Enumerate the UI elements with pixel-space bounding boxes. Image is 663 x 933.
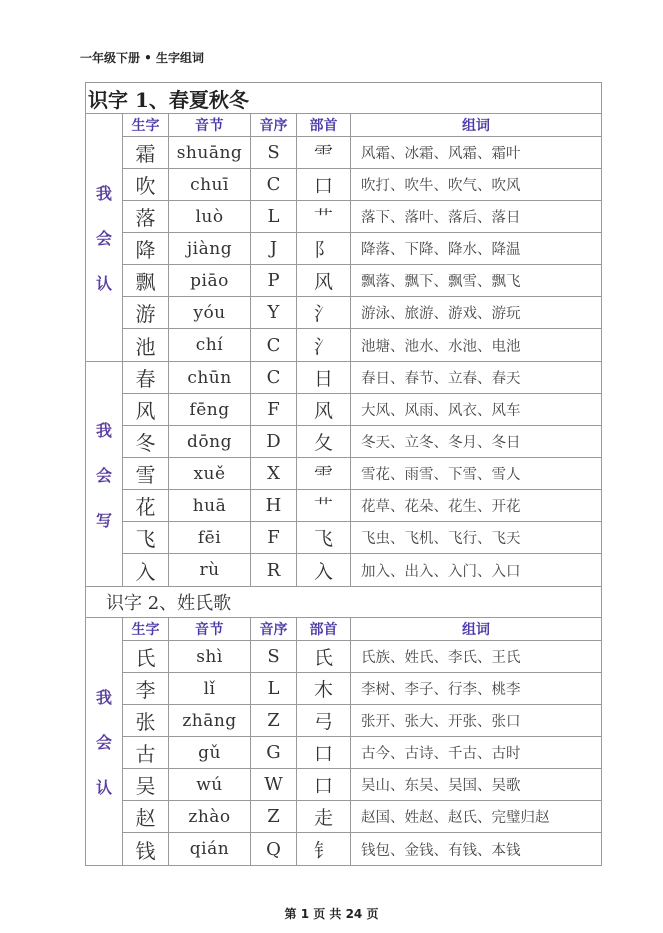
header-words: 组词 bbox=[462, 118, 490, 134]
words-cell: 春日、春节、立春、春天 bbox=[361, 371, 521, 387]
group-label-char: 我 bbox=[95, 688, 112, 707]
words-cell: 古今、古诗、千古、古时 bbox=[361, 746, 521, 762]
seq-cell: S bbox=[251, 137, 297, 168]
words-cell: 吹打、吹牛、吹气、吹风 bbox=[361, 178, 521, 194]
radical-cell: ⻗ bbox=[297, 137, 351, 168]
pinyin-cell: luò bbox=[169, 201, 251, 232]
pinyin-cell: shuāng bbox=[169, 137, 251, 168]
table-row bbox=[123, 801, 601, 833]
vocabulary-table bbox=[85, 82, 602, 866]
words-cell: 氏族、姓氏、李氏、王氏 bbox=[361, 650, 521, 666]
table-row bbox=[123, 769, 601, 801]
radical-cell: 氵 bbox=[297, 297, 351, 328]
table-row bbox=[123, 522, 601, 554]
seq-cell: W bbox=[251, 769, 297, 800]
char-cell: 霜 bbox=[123, 137, 169, 168]
pinyin-cell: lǐ bbox=[169, 673, 251, 704]
char-cell: 落 bbox=[123, 201, 169, 232]
table-row bbox=[123, 833, 601, 865]
words-cell: 降落、下降、降水、降温 bbox=[361, 242, 521, 258]
group-label bbox=[86, 362, 123, 586]
table-header-row bbox=[123, 618, 601, 641]
words-cell: 雪花、雨雪、下雪、雪人 bbox=[361, 467, 521, 483]
table-row bbox=[123, 233, 601, 265]
group-label bbox=[86, 618, 123, 865]
table-row bbox=[123, 329, 601, 361]
radical-cell: 艹 bbox=[297, 201, 351, 232]
table-row bbox=[123, 554, 601, 586]
char-cell: 氏 bbox=[123, 641, 169, 672]
char-cell: 游 bbox=[123, 297, 169, 328]
table-row bbox=[123, 458, 601, 490]
seq-cell: S bbox=[251, 641, 297, 672]
char-cell: 风 bbox=[123, 394, 169, 425]
pinyin-cell: gǔ bbox=[169, 737, 251, 768]
pinyin-cell: dōng bbox=[169, 426, 251, 457]
pinyin-cell: fēng bbox=[169, 394, 251, 425]
words-cell: 池塘、池水、水池、电池 bbox=[361, 338, 521, 355]
group-label-char: 认 bbox=[95, 778, 112, 797]
seq-cell: C bbox=[251, 169, 297, 200]
char-cell: 雪 bbox=[123, 458, 169, 489]
pinyin-cell: zhào bbox=[169, 801, 251, 832]
words-cell: 钱包、金钱、有钱、本钱 bbox=[361, 842, 521, 859]
table-row bbox=[123, 737, 601, 769]
seq-cell: F bbox=[251, 522, 297, 553]
words-cell: 风霜、冰霜、风霜、霜叶 bbox=[361, 146, 521, 162]
seq-cell: Y bbox=[251, 297, 297, 328]
words-cell: 冬天、立冬、冬月、冬日 bbox=[361, 435, 521, 451]
group-label-char: 认 bbox=[95, 274, 112, 293]
radical-cell: 弓 bbox=[297, 705, 351, 736]
table-row bbox=[123, 705, 601, 737]
group-label-char: 会 bbox=[95, 465, 112, 485]
words-cell: 大风、风雨、风衣、风车 bbox=[361, 403, 521, 419]
seq-cell: Z bbox=[251, 705, 297, 736]
char-cell: 花 bbox=[123, 490, 169, 521]
table-row bbox=[123, 201, 601, 233]
seq-cell: D bbox=[251, 426, 297, 457]
words-cell: 李树、李子、行李、桃李 bbox=[361, 682, 521, 698]
words-cell: 吴山、东吴、吴国、吴歌 bbox=[361, 778, 521, 794]
radical-cell: 口 bbox=[297, 769, 351, 800]
words-cell: 游泳、旅游、游戏、游玩 bbox=[361, 306, 521, 322]
radical-cell: 口 bbox=[297, 737, 351, 768]
table-row bbox=[123, 394, 601, 426]
header-words: 组词 bbox=[462, 622, 490, 638]
table-row bbox=[123, 426, 601, 458]
char-cell: 飞 bbox=[123, 522, 169, 553]
group-label-char: 我 bbox=[95, 420, 112, 440]
radical-cell: 氵 bbox=[297, 329, 351, 361]
table-row bbox=[123, 641, 601, 673]
char-cell: 降 bbox=[123, 233, 169, 264]
radical-cell: 木 bbox=[297, 673, 351, 704]
table-row bbox=[123, 169, 601, 201]
char-cell: 吹 bbox=[123, 169, 169, 200]
table-row bbox=[123, 362, 601, 394]
words-cell: 花草、花朵、花生、开花 bbox=[361, 499, 521, 515]
pinyin-cell: jiàng bbox=[169, 233, 251, 264]
group-label-char: 会 bbox=[95, 733, 112, 752]
char-cell: 李 bbox=[123, 673, 169, 704]
pinyin-cell: chuī bbox=[169, 169, 251, 200]
group-recognize-1 bbox=[86, 114, 601, 362]
pinyin-cell: qián bbox=[169, 833, 251, 865]
radical-cell: 氏 bbox=[297, 641, 351, 672]
seq-cell: C bbox=[251, 329, 297, 361]
table-row bbox=[123, 265, 601, 297]
header-char: 生字 bbox=[123, 114, 169, 136]
pinyin-cell: zhāng bbox=[169, 705, 251, 736]
table-row bbox=[123, 137, 601, 169]
char-cell: 古 bbox=[123, 737, 169, 768]
words-cell: 落下、落叶、落后、落日 bbox=[361, 210, 521, 226]
seq-cell: X bbox=[251, 458, 297, 489]
pinyin-cell: huā bbox=[169, 490, 251, 521]
char-cell: 春 bbox=[123, 362, 169, 393]
pinyin-cell: chí bbox=[169, 329, 251, 361]
seq-cell: G bbox=[251, 737, 297, 768]
pinyin-cell: chūn bbox=[169, 362, 251, 393]
seq-cell: Q bbox=[251, 833, 297, 865]
char-cell: 钱 bbox=[123, 833, 169, 865]
table-row bbox=[123, 673, 601, 705]
char-cell: 飘 bbox=[123, 265, 169, 296]
table-row bbox=[123, 490, 601, 522]
header-seq: 音序 bbox=[251, 618, 297, 640]
radical-cell: ⻗ bbox=[297, 458, 351, 489]
group-label-char: 我 bbox=[95, 184, 112, 203]
char-cell: 吴 bbox=[123, 769, 169, 800]
pinyin-cell: piāo bbox=[169, 265, 251, 296]
table-row bbox=[123, 297, 601, 329]
group-label bbox=[86, 114, 123, 361]
pinyin-cell: rù bbox=[169, 554, 251, 586]
radical-cell: 入 bbox=[297, 554, 351, 586]
radical-cell: 走 bbox=[297, 801, 351, 832]
seq-cell: Z bbox=[251, 801, 297, 832]
seq-cell: L bbox=[251, 673, 297, 704]
char-cell: 冬 bbox=[123, 426, 169, 457]
seq-cell: H bbox=[251, 490, 297, 521]
radical-cell: 阝 bbox=[297, 233, 351, 264]
char-cell: 赵 bbox=[123, 801, 169, 832]
char-cell: 张 bbox=[123, 705, 169, 736]
group-recognize-2 bbox=[86, 618, 601, 866]
seq-cell: R bbox=[251, 554, 297, 586]
char-cell: 池 bbox=[123, 329, 169, 361]
char-cell: 入 bbox=[123, 554, 169, 586]
words-cell: 赵国、姓赵、赵氏、完璧归赵 bbox=[361, 810, 550, 826]
radical-cell: 夂 bbox=[297, 426, 351, 457]
group-write-1 bbox=[86, 362, 601, 587]
seq-cell: P bbox=[251, 265, 297, 296]
pinyin-cell: yóu bbox=[169, 297, 251, 328]
header-pinyin: 音节 bbox=[169, 114, 251, 136]
section-title-1: 识字 1、春夏秋冬 bbox=[86, 83, 601, 114]
table-header-row bbox=[123, 114, 601, 137]
words-cell: 飘落、飘下、飘雪、飘飞 bbox=[361, 274, 521, 290]
seq-cell: J bbox=[251, 233, 297, 264]
pinyin-cell: wú bbox=[169, 769, 251, 800]
radical-cell: 口 bbox=[297, 169, 351, 200]
seq-cell: L bbox=[251, 201, 297, 232]
document-header: 一年级下册 • 生字组词 bbox=[80, 51, 205, 65]
header-seq: 音序 bbox=[251, 114, 297, 136]
pinyin-cell: shì bbox=[169, 641, 251, 672]
group-label-char: 会 bbox=[95, 229, 112, 248]
words-cell: 飞虫、飞机、飞行、飞天 bbox=[361, 531, 521, 547]
radical-cell: 飞 bbox=[297, 522, 351, 553]
header-radical: 部首 bbox=[297, 618, 351, 640]
section-title-2: 识字 2、姓氏歌 bbox=[86, 587, 601, 618]
radical-cell: 艹 bbox=[297, 490, 351, 521]
header-radical: 部首 bbox=[297, 114, 351, 136]
group-label-char: 写 bbox=[95, 510, 112, 530]
seq-cell: C bbox=[251, 362, 297, 393]
radical-cell: 日 bbox=[297, 362, 351, 393]
header-char: 生字 bbox=[123, 618, 169, 640]
header-pinyin: 音节 bbox=[169, 618, 251, 640]
radical-cell: 钅 bbox=[297, 833, 351, 865]
page-footer: 第 1 页 共 24 页 bbox=[284, 907, 379, 921]
pinyin-cell: fēi bbox=[169, 522, 251, 553]
words-cell: 加入、出入、入门、入口 bbox=[361, 563, 521, 580]
radical-cell: 风 bbox=[297, 394, 351, 425]
seq-cell: F bbox=[251, 394, 297, 425]
radical-cell: 风 bbox=[297, 265, 351, 296]
pinyin-cell: xuě bbox=[169, 458, 251, 489]
words-cell: 张开、张大、开张、张口 bbox=[361, 714, 521, 730]
